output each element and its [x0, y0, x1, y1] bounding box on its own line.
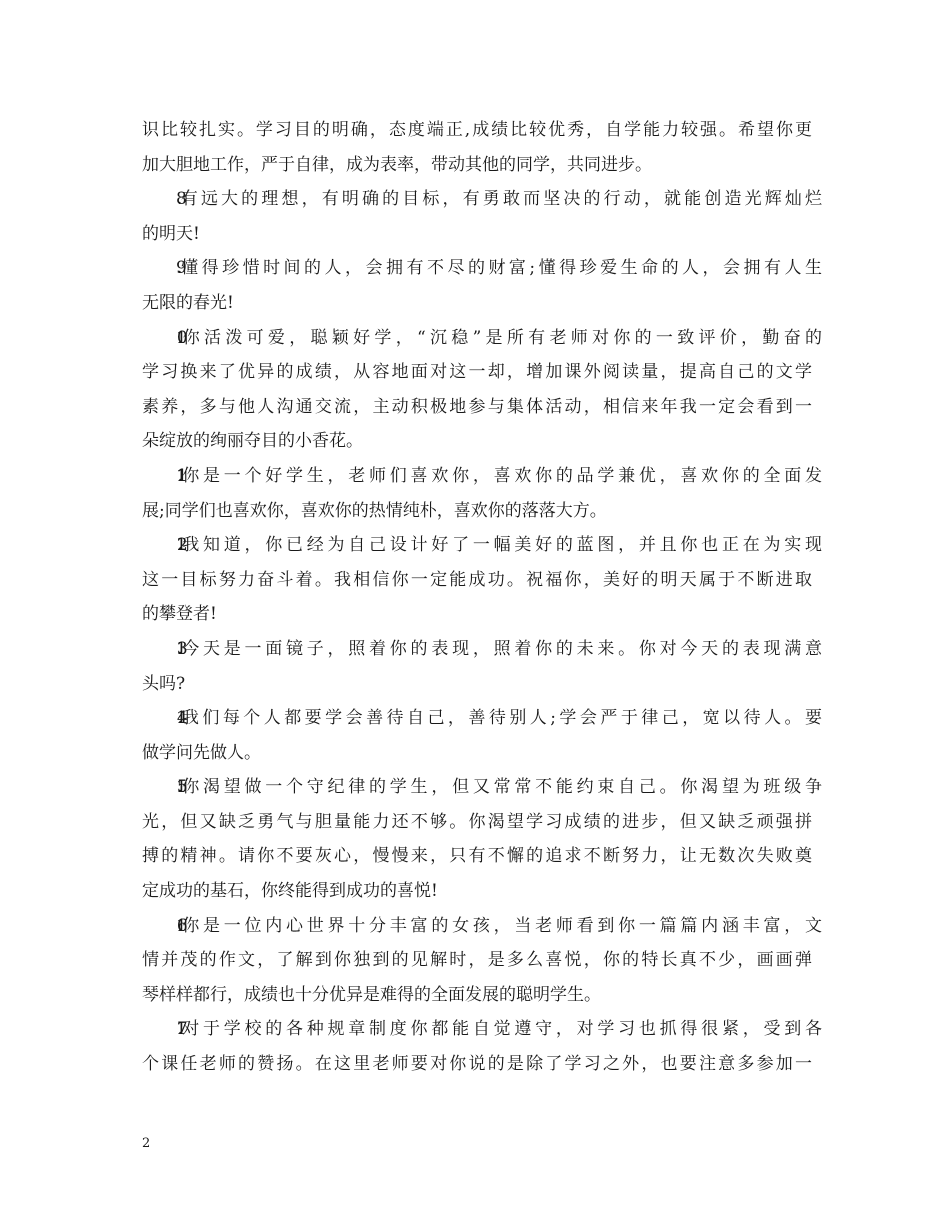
text-line: 素养，多与他人沟通交流，主动积极地参与集体活动，相信来年我一定会看到一	[142, 396, 812, 417]
text-line: 10. 你活泼可爱，聪颖好学，“沉稳”是所有老师对你的一致评价，勤奋的	[176, 327, 812, 348]
text-line: 加大胆地工作，严于自律，成为表率，带动其他的同学，共同进步。	[142, 154, 652, 175]
text-line: 个课任老师的赞扬。在这里老师要对你说的是除了学习之外，也要注意多参加一	[142, 1054, 812, 1075]
text-line: 做学问先做人。	[142, 742, 261, 763]
text-line: 15. 你渴望做一个守纪律的学生，但又常常不能约束自己。你渴望为班级争	[176, 777, 812, 798]
text-line: 11. 你是一个好学生，老师们喜欢你，喜欢你的品学兼优，喜欢你的全面发	[176, 465, 812, 486]
document-body	[142, 113, 812, 1082]
text-line: 光，但又缺乏勇气与胆量能力还不够。你渴望学习成绩的进步，但又缺乏顽强拼	[142, 811, 812, 832]
text-line: 无限的春光!	[142, 292, 234, 313]
text-line: 展;同学们也喜欢你，喜欢你的热情纯朴，喜欢你的落落大方。	[142, 500, 607, 521]
text-line: 的明天!	[142, 223, 200, 244]
text-line: 16. 你是一位内心世界十分丰富的女孩，当老师看到你一篇篇内涵丰富，文	[176, 915, 812, 936]
text-line: 12. 我知道，你已经为自己设计好了一幅美好的蓝图，并且你也正在为实现	[176, 535, 812, 556]
text-line: 朵绽放的绚丽夺目的小香花。	[142, 431, 363, 452]
text-line: 头吗?	[142, 673, 186, 694]
text-line: 8. 有远大的理想，有明确的目标，有勇敢而坚决的行动，就能创造光辉灿烂	[176, 189, 812, 210]
text-line: 定成功的基石，你终能得到成功的喜悦!	[142, 881, 438, 902]
text-line: 学习换来了优异的成绩，从容地面对这一却，增加课外阅读量，提高自己的文学	[142, 362, 812, 383]
text-line: 14. 我们每个人都要学会善待自己，善待别人;学会严于律己，宽以待人。要	[176, 708, 812, 729]
text-line: 13. 今天是一面镜子，照着你的表现，照着你的未来。你对今天的表现满意	[176, 638, 812, 659]
text-line: 搏的精神。请你不要灰心，慢慢来，只有不懈的追求不断努力，让无数次失败奠	[142, 846, 812, 867]
text-line: 这一目标努力奋斗着。我相信你一定能成功。祝福你，美好的明天属于不断进取	[142, 569, 812, 590]
text-line: 的攀登者!	[142, 604, 217, 625]
text-line: 识比较扎实。学习目的明确，态度端正,成绩比较优秀，自学能力较强。希望你更	[142, 120, 812, 140]
page-number: 2	[142, 1136, 151, 1151]
text-line: 9. 懂得珍惜时间的人，会拥有不尽的财富;懂得珍爱生命的人，会拥有人生	[176, 258, 812, 279]
text-line: 17. 对于学校的各种规章制度你都能自觉遵守，对学习也抓得很紧，受到各	[176, 1019, 812, 1040]
text-line: 情并茂的作文，了解到你独到的见解时，是多么喜悦，你的特长真不少，画画弹	[142, 950, 812, 971]
text-line: 琴样样都行，成绩也十分优异是难得的全面发展的聪明学生。	[142, 984, 601, 1005]
